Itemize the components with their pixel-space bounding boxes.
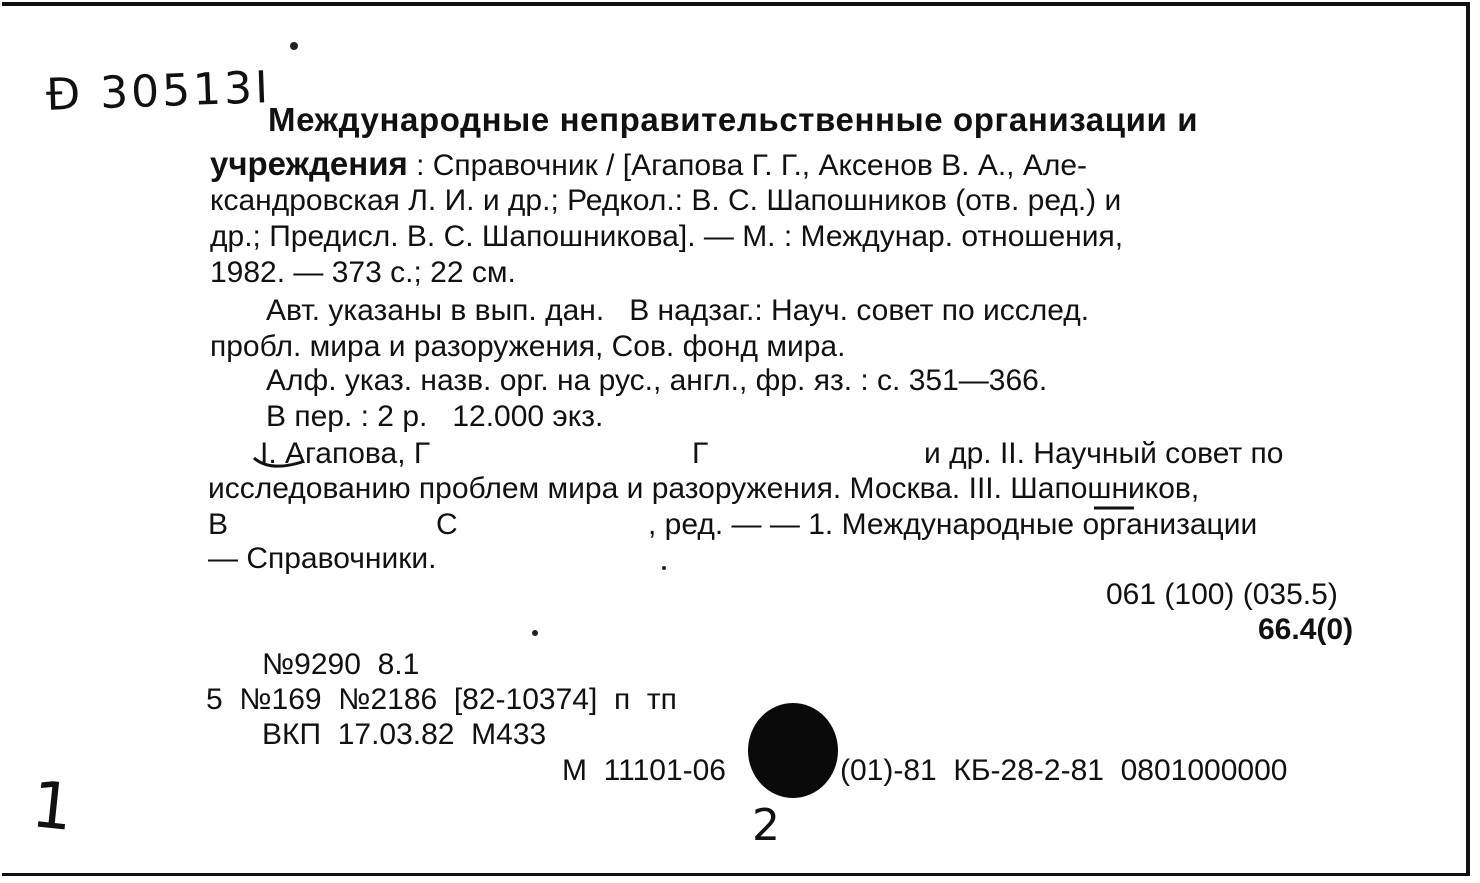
ink-blot (748, 703, 838, 798)
tracing-4: — Справочники. (208, 542, 437, 575)
title-line-2-rest: : Справочник / [Агапова Г. Г., Аксенов В. А., Але- (407, 149, 1088, 182)
tracing-3-b: С (436, 508, 458, 541)
classification-udc: 061 (100) (035.5) (1106, 578, 1338, 611)
underline-mark-2 (1090, 478, 1140, 514)
title-bold-word: учреждения (210, 145, 408, 182)
underline-mark-1 (250, 440, 320, 474)
handwritten-number-left: 1 (28, 768, 77, 846)
speck (290, 42, 298, 50)
speck (532, 630, 538, 636)
note-3: В пер. : 2 р. 12.000 экз. (266, 400, 604, 433)
card-number-4-b: (01)-81 КБ-28-2-81 0801000000 (840, 754, 1288, 787)
title-line-2 (210, 147, 1087, 183)
card-number-2: 5 №169 №2186 [82-10374] п тп (206, 683, 677, 716)
tracing-2: исследованию проблем мира и разоружения. Москва. III. Шапошников, (208, 472, 1200, 505)
tracing-3-a: В (208, 508, 229, 541)
tracing-1-b: Г (692, 437, 709, 470)
description-line-5: 1982. — 373 с.; 22 см. (210, 256, 516, 289)
card-number-3: ВКП 17.03.82 М433 (262, 718, 547, 751)
title-line-1: Международные неправительственные организации и (268, 101, 1199, 138)
tracing-1-c: и др. II. Научный совет по (924, 437, 1284, 470)
handwritten-number-bottom: 2 (752, 800, 780, 851)
note-2: Алф. указ. назв. орг. на рус., англ., фр. яз. : с. 351—366. (266, 364, 1048, 397)
speck (662, 566, 666, 570)
tracing-1-a: I. Агапова, Г (260, 437, 431, 470)
description-line-3: ксандровская Л. И. и др.; Редкол.: В. С. Шапошников (отв. ред.) и (210, 184, 1122, 217)
card-number-1: №9290 8.1 (262, 648, 420, 681)
description-line-4: др.; Предисл. В. С. Шапошникова]. — М. : Междунар. отношения, (210, 220, 1124, 253)
note-1-line-1: Авт. указаны в вып. дан. В надзаг.: Науч. совет по исслед. (266, 294, 1090, 327)
note-1-line-2: пробл. мира и разоружения, Сов. фонд мира. (210, 330, 846, 363)
card-number-4-a: М 11101-06 (562, 754, 726, 787)
classification-bbk: 66.4(0) (1258, 613, 1354, 646)
shelf-mark: Đ 30513I (45, 62, 272, 121)
tracing-3-c: , ред. — — 1. Международные организации (648, 508, 1258, 541)
